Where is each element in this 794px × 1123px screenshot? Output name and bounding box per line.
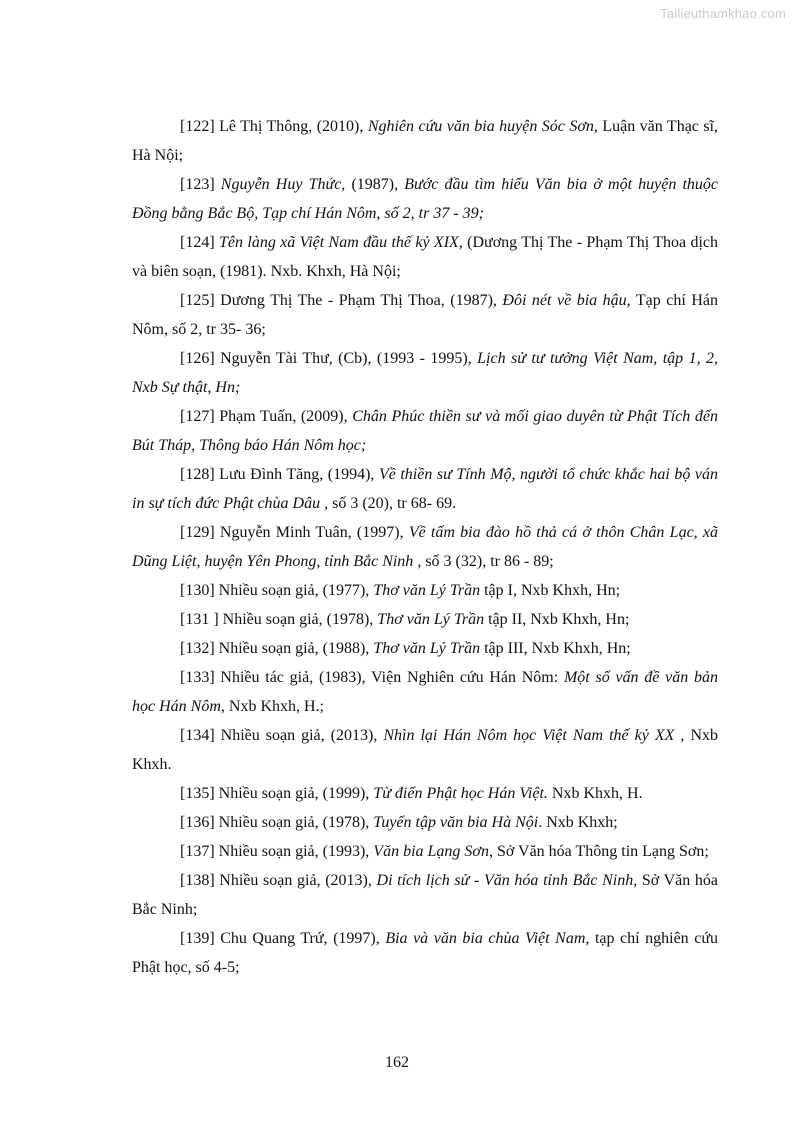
reference-item [132, 837, 718, 866]
reference-item [132, 518, 718, 576]
reference-text: Lưu Đình Tăng, (1994), [214, 466, 379, 483]
reference-text: tạp chí nghiên cứu Phật học, số 4-5; [132, 930, 719, 976]
reference-title: Chân Phúc thiền sư và mối giao duyên từ Phật Tích đến Bút Tháp, Thông báo Hán Nôm học; [132, 408, 719, 454]
reference-text: Nhiều soạn giả, (1999), [214, 785, 374, 802]
reference-number: [122] [180, 118, 215, 135]
reference-text: Nhiều soạn giả, (1993), [214, 843, 374, 860]
reference-text: Nhiều soạn giả, (1978), [218, 611, 378, 628]
reference-item [132, 576, 718, 605]
reference-number: [133] [180, 669, 215, 686]
reference-text: Nxb Khxh, H. [547, 785, 643, 802]
reference-text: Chu Quang Trứ, (1997), [214, 930, 386, 947]
reference-number: [124] [180, 234, 215, 251]
reference-title: Tuyển tập văn bia Hà Nội [373, 814, 539, 831]
watermark: Tailieuthamkhao.com [660, 6, 786, 21]
reference-text: Nhiều soạn giả, (2013), [214, 872, 377, 889]
reference-text: . Nxb Khxh; [538, 814, 618, 831]
reference-text: Nguyễn Minh Tuân, (1997), [214, 524, 409, 541]
reference-text: Nhiều tác giả, (1983), Viện Nghiên cứu Hán Nôm: [214, 669, 564, 686]
reference-text: Nhiều soạn giả, (1977), [214, 582, 374, 599]
reference-title: Văn bia Lạng Sơn [373, 843, 489, 860]
reference-text: Nhiều soạn giả, (2013), [214, 727, 384, 744]
reference-title: Đôi nét về bia hậu, [502, 292, 631, 309]
reference-title: Di tích lịch sử - Văn hóa tỉnh Bắc Ninh, [376, 872, 638, 889]
reference-title: Thơ văn Lý Trần [377, 611, 485, 628]
reference-number: [126] [180, 350, 215, 367]
reference-text: Dương Thị The - Phạm Thị Thoa, (1987), [214, 292, 503, 309]
reference-text: Tạp chí Hán Nôm, số 2, tr 35- 36; [132, 292, 718, 338]
reference-text: Sở Văn hóa Bắc Ninh; [132, 872, 719, 918]
reference-title: Thơ văn Lý Trần [373, 640, 481, 657]
reference-item [132, 170, 718, 228]
reference-number: [139] [180, 930, 215, 947]
reference-text: (Dương Thị The - Phạm Thị Thoa dịch và biên soạn, (1981). Nxb. Khxh, Hà Nội; [132, 234, 718, 280]
reference-item [132, 286, 718, 344]
reference-number: [129] [180, 524, 215, 541]
reference-text: Nguyễn Tài Thư, (Cb), (1993 - 1995), [214, 350, 478, 367]
reference-text: tập III, Nxb Khxh, Hn; [480, 640, 631, 657]
reference-number: [130] [180, 582, 215, 599]
reference-item [132, 112, 718, 170]
reference-item [132, 924, 718, 982]
reference-title: Một số vấn đề văn bản học Hán Nôm [132, 669, 718, 715]
reference-text: , Sở Văn hóa Thông tin Lạng Sơn; [488, 843, 709, 860]
reference-title: Bia và văn bia chùa Việt Nam, [385, 930, 590, 947]
reference-text: Nhiều soạn giả, (1978), [214, 814, 374, 831]
reference-item [132, 460, 718, 518]
reference-title: Từ điển Phật học Hán Việt. [373, 785, 548, 802]
reference-title: Lịch sử tư tưởng Việt Nam, tập 1, 2, Nxb Sự thật, Hn; [132, 350, 718, 396]
reference-text: , số 3 (20), tr 68- 69. [320, 495, 457, 512]
reference-author: Nguyễn Huy Thức, [220, 176, 346, 193]
reference-title: Tên làng xã Việt Nam đầu thế kỷ XIX, [219, 234, 463, 251]
reference-number: [125] [180, 292, 215, 309]
reference-title: Về tấm bia đào hồ thả cá ở thôn Chân Lạc, xã Dũng Liệt, huyện Yên Phong, tỉnh Bắc Ninh [132, 524, 718, 570]
reference-text: Lê Thị Thông, (2010), [214, 118, 368, 135]
reference-item [132, 634, 718, 663]
reference-title: Nghiên cứu văn bia huyện Sóc Sơn [367, 118, 594, 135]
reference-item [132, 663, 718, 721]
reference-number: [128] [180, 466, 215, 483]
reference-title: Thơ văn Lý Trần [373, 582, 481, 599]
reference-item [132, 808, 718, 837]
reference-item [132, 721, 718, 779]
reference-number: [132] [180, 640, 215, 657]
reference-number: [137] [180, 843, 215, 860]
reference-number: [136] [180, 814, 215, 831]
reference-title: Về thiền sư Tính Mộ, người tổ chức khắc hai bộ ván in sự tích đức Phật chùa Dâu [132, 466, 719, 512]
reference-number: [134] [180, 727, 215, 744]
reference-list [132, 112, 718, 982]
reference-item [132, 605, 718, 634]
reference-text: tập I, Nxb Khxh, Hn; [480, 582, 621, 599]
reference-number: [135] [180, 785, 215, 802]
reference-item [132, 866, 718, 924]
reference-text: tập II, Nxb Khxh, Hn; [484, 611, 630, 628]
reference-text: Phạm Tuấn, (2009), [214, 408, 353, 425]
reference-title: Nhìn lại Hán Nôm học Việt Nam thế kỷ XX [383, 727, 675, 744]
reference-item [132, 344, 718, 402]
reference-number: [138] [180, 872, 215, 889]
page-number: 162 [385, 1054, 409, 1071]
reference-item [132, 228, 718, 286]
reference-text: Nhiều soạn giả, (1988), [214, 640, 374, 657]
reference-number: [123] [180, 176, 215, 193]
reference-item [132, 402, 718, 460]
reference-number: [127] [180, 408, 215, 425]
reference-text: , Nxb Khxh, H.; [220, 698, 324, 715]
reference-text: , Luận văn Thạc sĩ, Hà Nội; [132, 118, 719, 164]
reference-text: , số 3 (32), tr 86 - 89; [413, 553, 554, 570]
reference-text: (1987), [345, 176, 405, 193]
reference-number: [131 ] [180, 611, 219, 628]
reference-title: Bước đầu tìm hiểu Văn bia ở một huyện thuộc Đồng bằng Bắc Bộ, Tạp chí Hán Nôm, số 2, tr 37 - 39; [132, 176, 719, 222]
reference-item [132, 779, 718, 808]
reference-text: , Nxb Khxh. [132, 727, 718, 773]
